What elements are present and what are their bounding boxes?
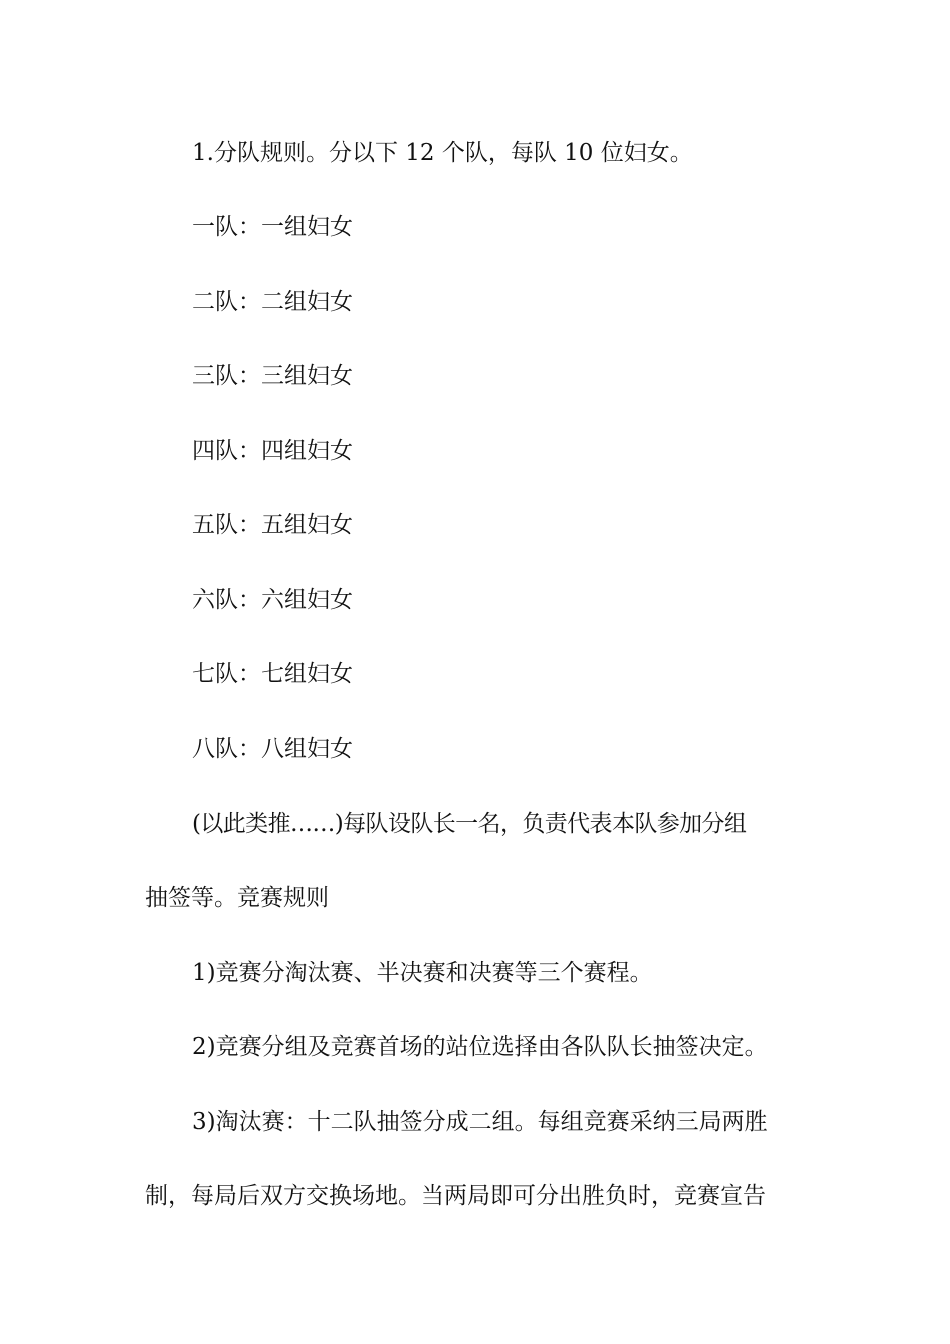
team-line-4: 四队：四组妇女 <box>192 438 353 464</box>
rule-item-2: 2)竞赛分组及竞赛首场的站位选择由各队队长抽签决定。 <box>192 1034 768 1060</box>
team-line-5: 五队：五组妇女 <box>192 512 353 538</box>
team-line-3: 三队：三组妇女 <box>192 363 353 389</box>
paragraph-team-rules: 1.分队规则。分以下 12 个队，每队 10 位妇女。 <box>192 140 693 166</box>
paragraph-captain: (以此类推……)每队设队长一名，负责代表本队参加分组 <box>192 811 747 837</box>
team-line-7: 七队：七组妇女 <box>192 661 353 687</box>
team-line-8: 八队：八组妇女 <box>192 736 353 762</box>
team-line-6: 六队：六组妇女 <box>192 587 353 613</box>
team-line-1: 一队：一组妇女 <box>192 214 353 240</box>
team-line-2: 二队：二组妇女 <box>192 289 353 315</box>
document-page <box>145 0 810 1344</box>
rule-item-3: 3)淘汰赛：十二队抽签分成二组。每组竞赛采纳三局两胜 <box>192 1109 768 1135</box>
rule-item-3-cont: 制，每局后双方交换场地。当两局即可分出胜负时，竞赛宣告 <box>145 1183 766 1209</box>
paragraph-captain-cont: 抽签等。竞赛规则 <box>145 885 329 911</box>
rule-item-1: 1)竞赛分淘汰赛、半决赛和决赛等三个赛程。 <box>192 960 653 986</box>
